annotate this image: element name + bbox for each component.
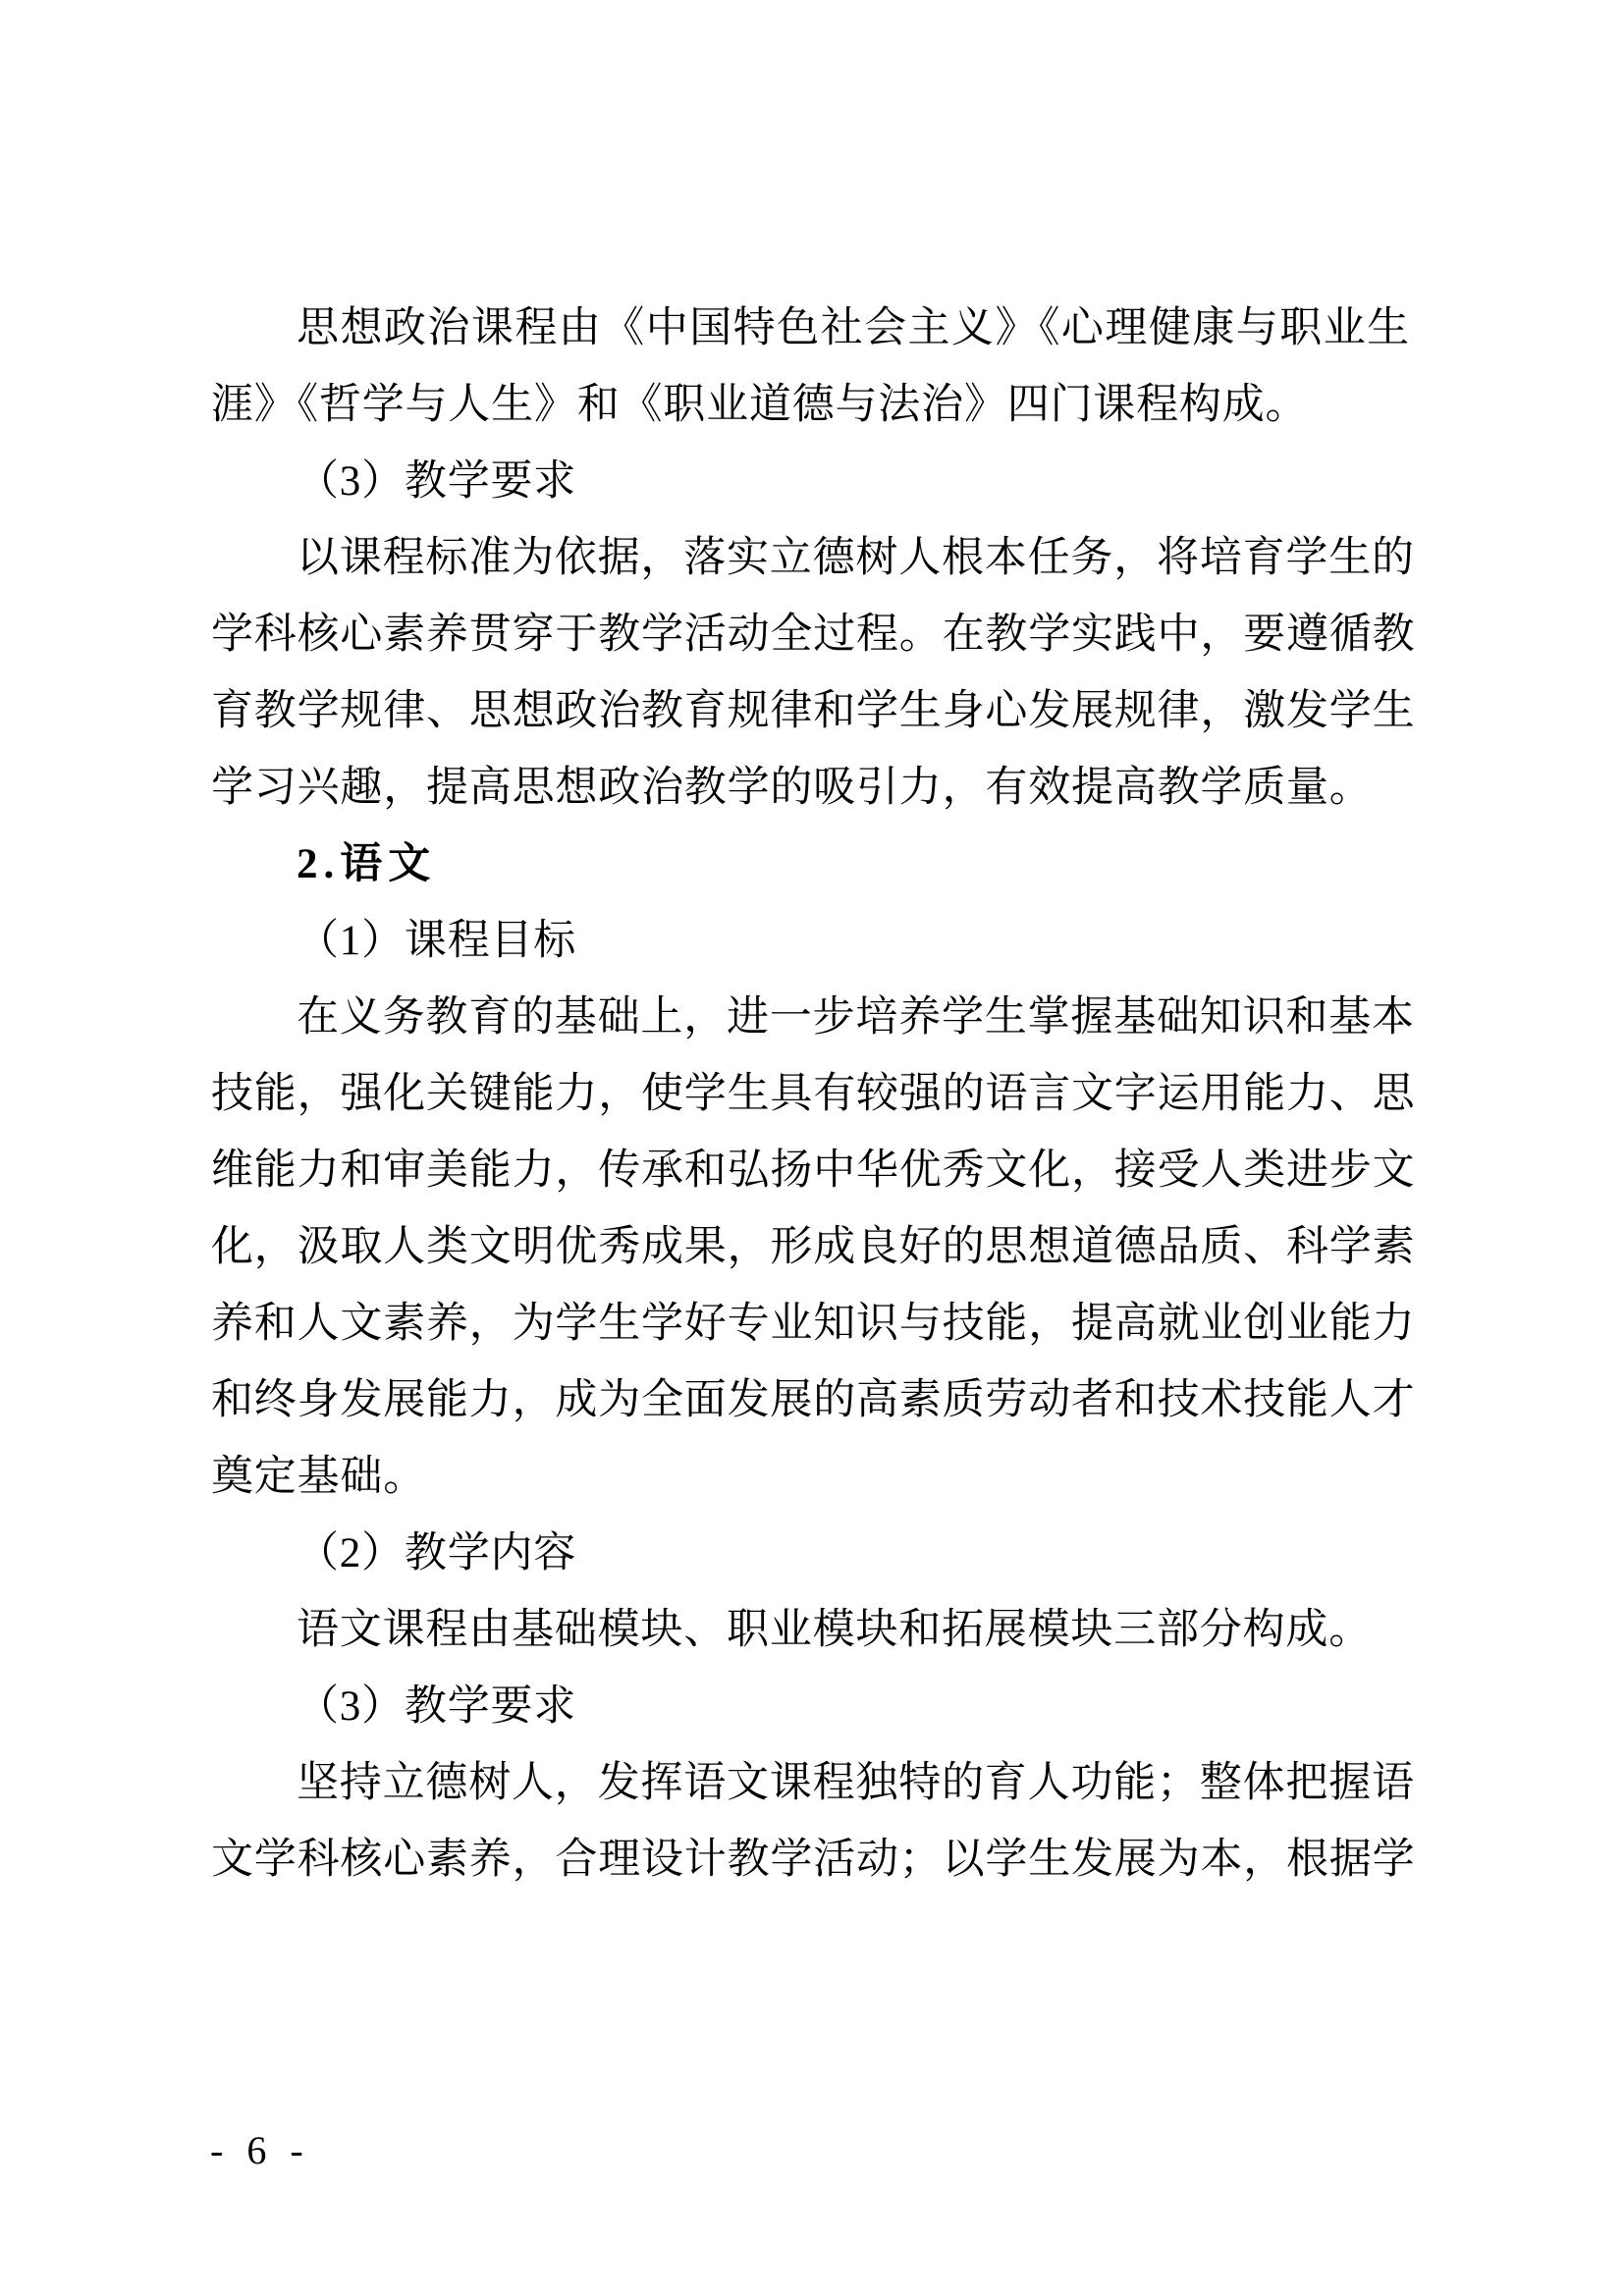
text-line: （2）教学内容 xyxy=(297,1530,577,1576)
text-line: 在义务教育的基础上，进一步培养学生掌握基础知识和基本 xyxy=(297,994,1415,1041)
text-line: 奠定基础。 xyxy=(211,1454,426,1500)
page-number: - 6 - xyxy=(210,2128,304,2172)
text-line: （3）教学要求 xyxy=(297,458,577,505)
text-line: 维能力和审美能力，传承和弘扬中华优秀文化，接受人类进步文 xyxy=(211,1148,1416,1194)
text-line: 学科核心素养贯穿于教学活动全过程。在教学实践中，要遵循教 xyxy=(211,612,1416,658)
text-line: （1）课程目标 xyxy=(297,918,577,964)
text-line: 育教学规律、思想政治教育规律和学生身心发展规律，激发学生 xyxy=(211,688,1416,734)
text-line: 涯》《哲学与人生》和《职业道德与法治》四门课程构成。 xyxy=(211,382,1309,428)
section-heading-line: 2.语文 xyxy=(297,841,437,887)
text-line: 和终身发展能力，成为全面发展的高素质劳动者和技术技能人才 xyxy=(211,1377,1416,1423)
text-line: 化，汲取人类文明优秀成果，形成良好的思想道德品质、科学素 xyxy=(211,1224,1416,1270)
text-line: 养和人文素养，为学生学好专业知识与技能，提高就业创业能力 xyxy=(211,1301,1416,1347)
text-line: 坚持立德树人，发挥语文课程独特的育人功能；整体把握语 xyxy=(297,1760,1415,1806)
text-line: （3）教学要求 xyxy=(297,1683,577,1730)
text-line: 语文课程由基础模块、职业模块和拓展模块三部分构成。 xyxy=(297,1607,1372,1653)
text-line: 学习兴趣，提高思想政治教学的吸引力，有效提高教学质量。 xyxy=(211,765,1373,811)
text-line: 技能，强化关键能力，使学生具有较强的语言文字运用能力、思 xyxy=(211,1071,1416,1117)
text-line: 文学科核心素养，合理设计教学活动；以学生发展为本，根据学 xyxy=(211,1837,1416,1883)
text-line: 以课程标准为依据，落实立德树人根本任务，将培育学生的 xyxy=(297,535,1415,581)
text-line: 思想政治课程由《中国特色社会主义》《心理健康与职业生 xyxy=(297,305,1410,351)
document-text-block xyxy=(211,291,1416,1898)
